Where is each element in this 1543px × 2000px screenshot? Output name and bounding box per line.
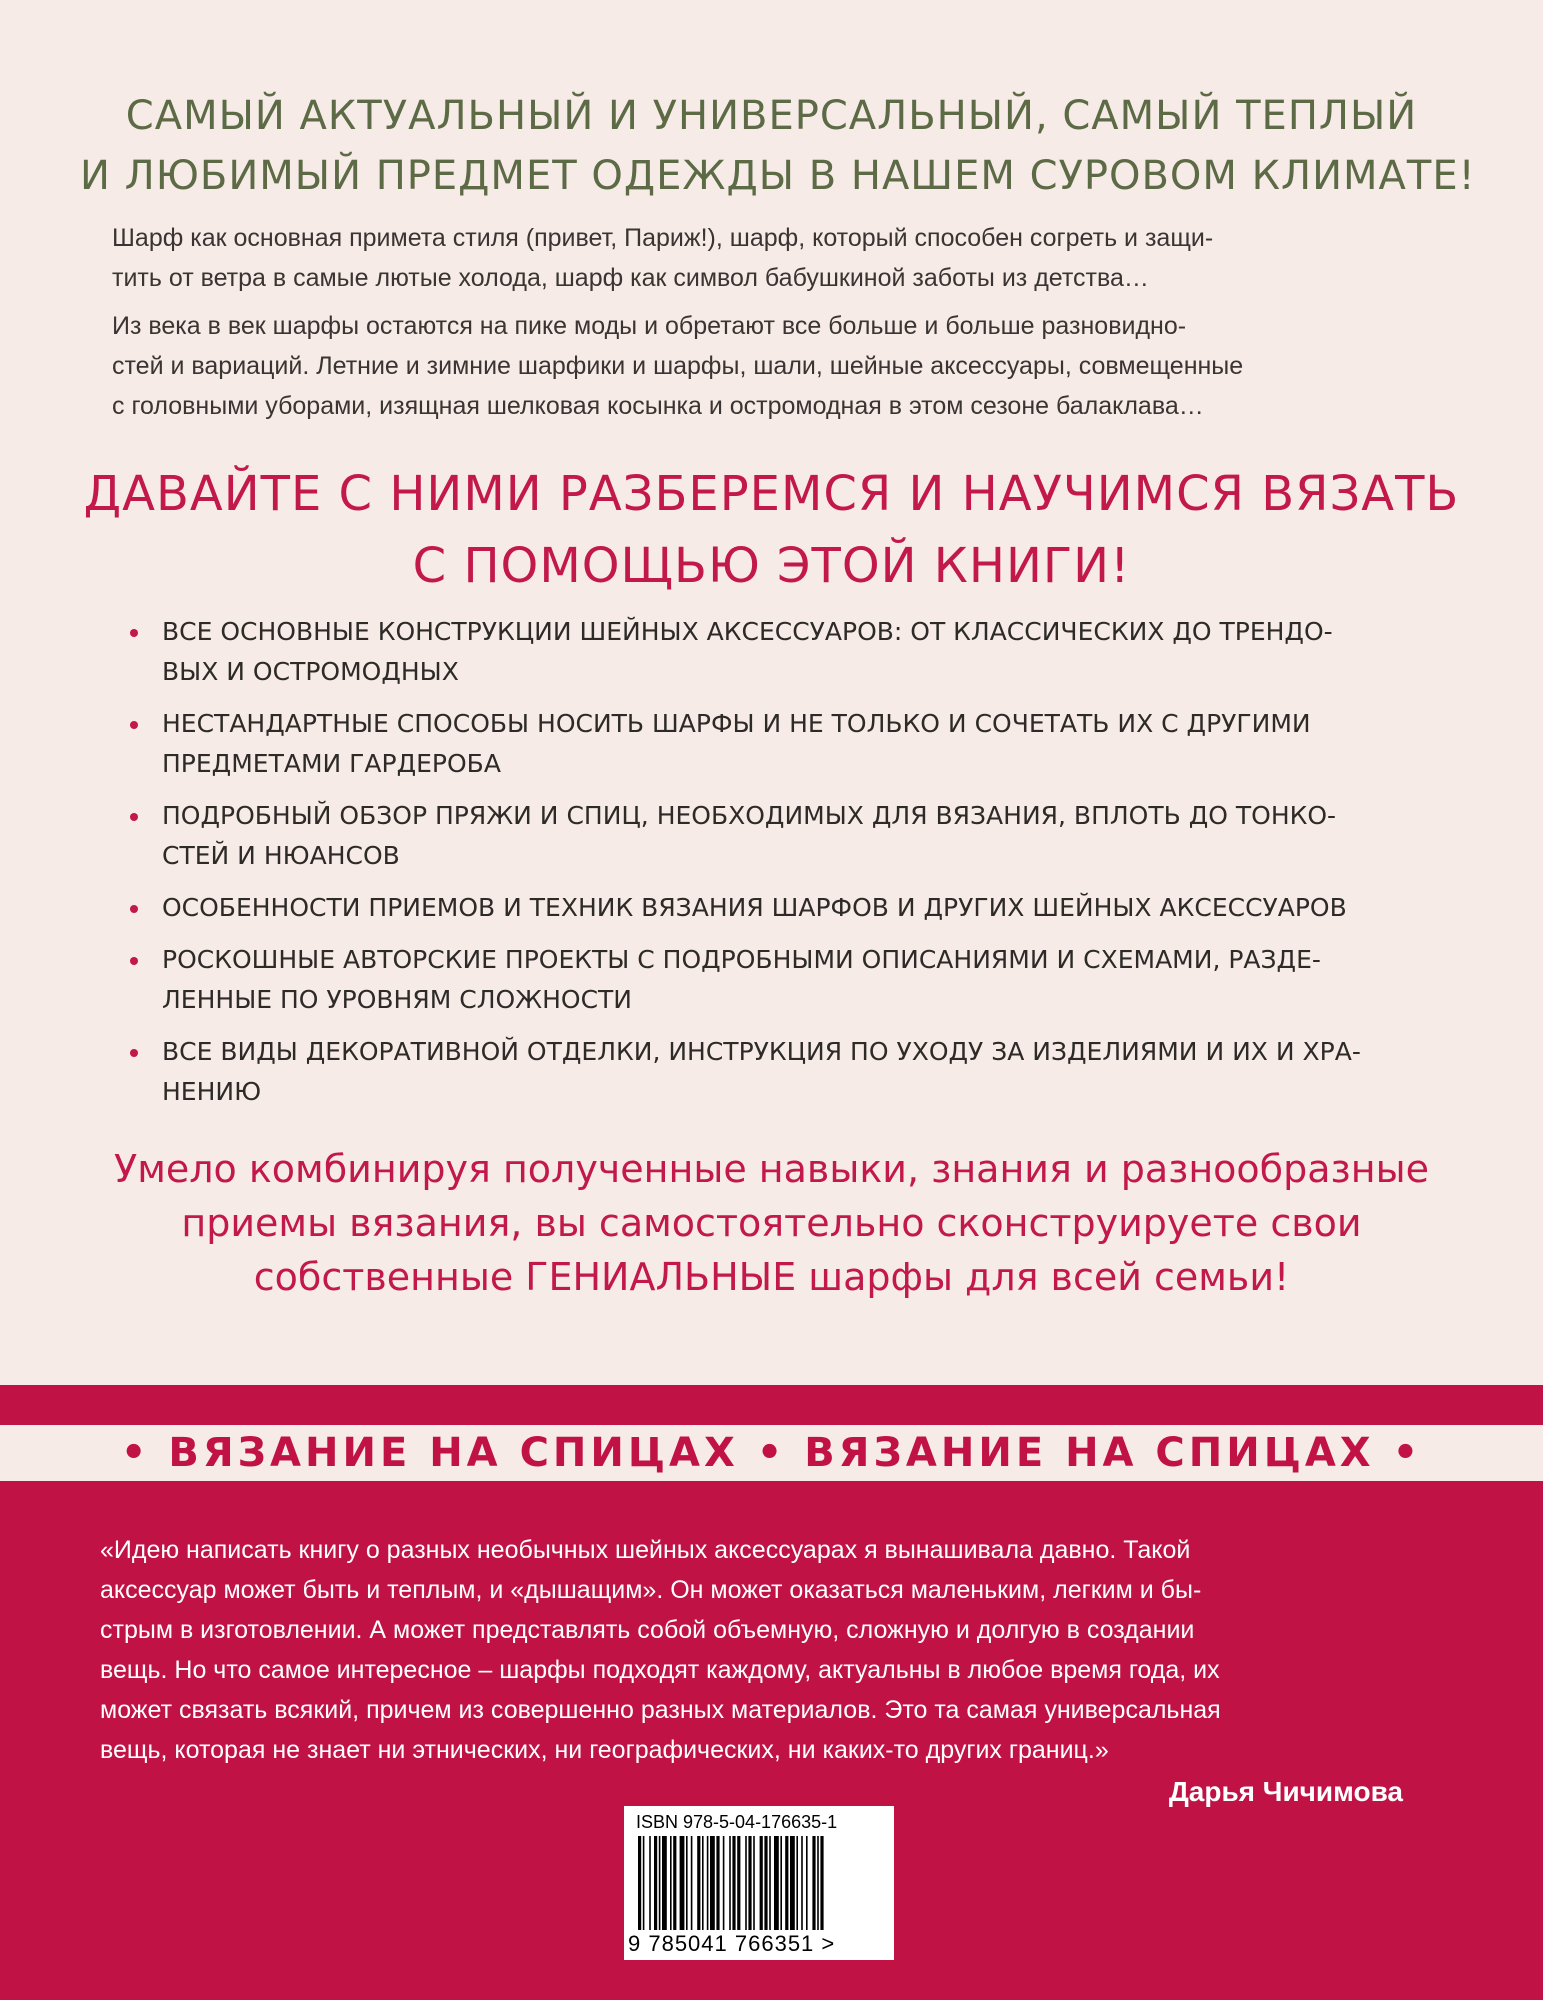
barcode-bar — [753, 1836, 755, 1930]
quote-line: может связать всякий, причем из совершенно разных материалов. Это та самая универсальная — [100, 1696, 1221, 1724]
barcode-bar — [785, 1836, 788, 1930]
text-line: тить от ветра в самые лютые холода, шарф как символ бабушкиной заботы из детства… — [112, 264, 1149, 292]
headline — [80, 86, 1476, 206]
barcode-bar — [686, 1836, 688, 1930]
intro-paragraph-1 — [112, 218, 1432, 298]
barcode-bar — [673, 1836, 676, 1930]
barcode-bar — [760, 1836, 763, 1930]
barcode-bar — [670, 1836, 672, 1930]
barcode-bar — [748, 1836, 751, 1930]
barcode-icon — [634, 1836, 884, 1930]
barcode-bar — [812, 1836, 815, 1930]
barcode-bar — [710, 1836, 715, 1930]
quote-line: «Идею написать книгу о разных необычных шейных аксессуарах я вынашивала давно. Такой — [100, 1536, 1191, 1564]
barcode-bar — [702, 1836, 704, 1930]
feature-item: ВСЕ ОСНОВНЫЕ КОНСТРУКЦИИ ШЕЙНЫХ АКСЕССУАРОВ: ОТ КЛАССИЧЕСКИХ ДО ТРЕНДО- ВЫХ И ОСТРОМОДНЫХ — [130, 612, 1450, 692]
feature-item: РОСКОШНЫЕ АВТОРСКИЕ ПРОЕКТЫ С ПОДРОБНЫМИ ОПИСАНИЯМИ И СХЕМАМИ, РАЗДЕ- ЛЕННЫЕ ПО УРОВНЯМ СЛОЖНОСТИ — [130, 940, 1450, 1020]
barcode-bar — [662, 1836, 667, 1930]
barcode-bar — [716, 1836, 719, 1930]
closing-statement — [60, 1142, 1483, 1304]
headline-line: САМЫЙ АКТУАЛЬНЫЙ И УНИВЕРСАЛЬНЫЙ, САМЫЙ ТЕПЛЫЙ — [125, 93, 1418, 139]
barcode-bar — [764, 1836, 767, 1930]
cta-line: С ПОМОЩЬЮ ЭТОЙ КНИГИ! — [412, 538, 1131, 594]
barcode-bar — [729, 1836, 731, 1930]
barcode-bar — [654, 1836, 657, 1930]
bullet-dot-icon — [130, 629, 138, 637]
text-line: стей и вариаций. Летние и зимние шарфики и шарфы, шали, шейные аксессуары, совмещенные — [112, 352, 1244, 380]
barcode-bar — [806, 1836, 808, 1930]
bullet-dot-icon — [130, 1049, 138, 1057]
barcode-bar — [680, 1836, 685, 1930]
closing-line: Умело комбинируя полученные навыки, знания и разнообразные — [114, 1147, 1429, 1191]
barcode-bar — [796, 1836, 798, 1930]
barcode-bar — [638, 1836, 641, 1930]
quote-line: стрым в изготовлении. А может представлять собой объемную, сложную и долгую в создании — [100, 1616, 1195, 1644]
closing-line: приемы вязания, вы самостоятельно сконструируете свои — [181, 1201, 1362, 1245]
barcode-bar — [790, 1836, 795, 1930]
barcode-bar — [780, 1836, 782, 1930]
quote-line: аксессуар может быть и теплым, и «дышащим». Он может оказаться маленьким, легким и бы- — [100, 1576, 1202, 1604]
text-line: с головными уборами, изящная шелковая косынка и остромодная в этом сезоне балаклава… — [112, 392, 1204, 420]
bullet-dot-icon — [130, 957, 138, 965]
headline-line: И ЛЮБИМЫЙ ПРЕДМЕТ ОДЕЖДЫ В НАШЕМ СУРОВОМ КЛИМАТЕ! — [80, 153, 1476, 199]
barcode-bar — [707, 1836, 709, 1930]
barcode-bar — [745, 1836, 747, 1930]
bullet-dot-icon — [130, 813, 138, 821]
barcode-bar — [723, 1836, 725, 1930]
barcode-bar — [801, 1836, 803, 1930]
quote-line: вещь. Но что самое интересное – шарфы подходят каждому, актуальны в любое время года, их — [100, 1656, 1220, 1684]
cta-line: ДАВАЙТЕ С НИМИ РАЗБЕРЕМСЯ И НАУЧИМСЯ ВЯЗАТЬ — [83, 466, 1460, 522]
barcode-bar — [737, 1836, 740, 1930]
feature-item: ОСОБЕННОСТИ ПРИЕМОВ И ТЕХНИК ВЯЗАНИЯ ШАРФОВ И ДРУГИХ ШЕЙНЫХ АКСЕССУАРОВ — [130, 888, 1450, 928]
barcode-bar — [697, 1836, 700, 1930]
closing-line: собственные ГЕНИАЛЬНЫЕ шарфы для всей семьи! — [253, 1255, 1290, 1299]
isbn-text: ISBN 978-5-04-176635-1 — [636, 1812, 838, 1832]
intro-paragraph-2 — [112, 306, 1432, 426]
barcode-bar — [817, 1836, 819, 1930]
bullet-dot-icon — [130, 905, 138, 913]
author-name: Дарья Чичимова — [1168, 1776, 1403, 1807]
call-to-action — [60, 458, 1483, 602]
accent-band — [0, 1385, 1543, 1425]
feature-item: ВСЕ ВИДЫ ДЕКОРАТИВНОЙ ОТДЕЛКИ, ИНСТРУКЦИЯ ПО УХОДУ ЗА ИЗДЕЛИЯМИ И ИХ И ХРА- НЕНИЮ — [130, 1032, 1450, 1112]
text-line: Из века в век шарфы остаются на пике моды и обретают все больше и больше разновидно- — [112, 312, 1187, 340]
barcode-bar — [659, 1836, 661, 1930]
ean-digits: 9 785041 766351 > — [628, 1931, 836, 1956]
bullet-dot-icon — [130, 721, 138, 729]
barcode-bar — [769, 1836, 771, 1930]
barcode-bar — [732, 1836, 735, 1930]
author-quote — [100, 1530, 1460, 1770]
quote-line: вещь, которая не знает ни этнических, ни географических, ни каких-то других границ.» — [100, 1736, 1109, 1764]
barcode-label — [624, 1806, 894, 1960]
barcode-bar — [643, 1836, 645, 1930]
barcode-bar — [820, 1836, 823, 1930]
series-banner: • ВЯЗАНИЕ НА СПИЦАХ • ВЯЗАНИЕ НА СПИЦАХ • — [0, 1425, 1543, 1481]
feature-item: ПОДРОБНЫЙ ОБЗОР ПРЯЖИ И СПИЦ, НЕОБХОДИМЫХ ДЛЯ ВЯЗАНИЯ, ВПЛОТЬ ДО ТОНКО- СТЕЙ И НЮАНСОВ — [130, 796, 1450, 876]
barcode-bar — [774, 1836, 779, 1930]
barcode-bar — [649, 1836, 651, 1930]
text-line: Шарф как основная примета стиля (привет, Париж!), шарф, который способен согреть и защи- — [112, 224, 1214, 252]
barcode-bar — [691, 1836, 693, 1930]
feature-item: НЕСТАНДАРТНЫЕ СПОСОБЫ НОСИТЬ ШАРФЫ И НЕ ТОЛЬКО И СОЧЕТАТЬ ИХ С ДРУГИМИ ПРЕДМЕТАМИ ГАРДЕРОБА — [130, 704, 1450, 784]
feature-list — [130, 612, 1450, 1124]
